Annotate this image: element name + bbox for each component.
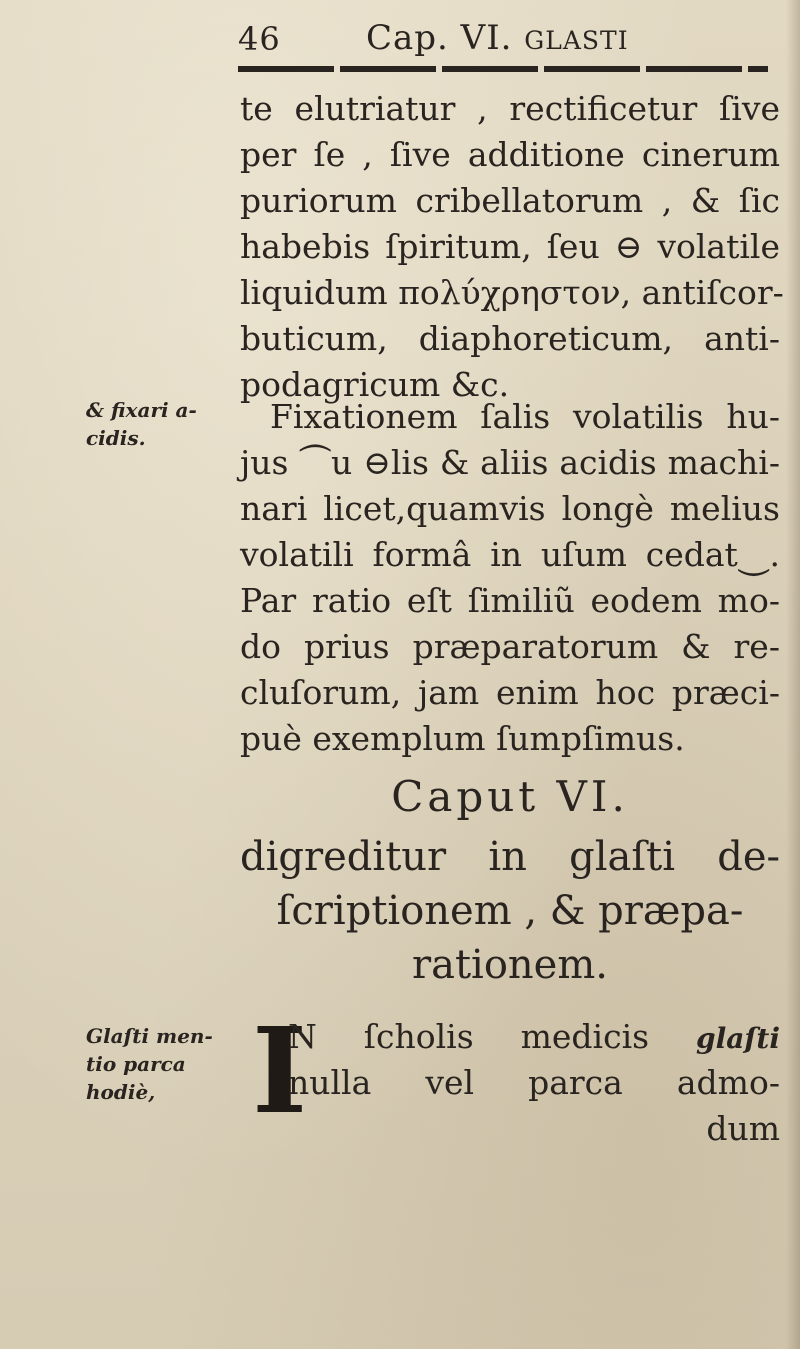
margin-note-line: & fixari a- — [86, 398, 197, 422]
text-line: nari licet,quamvis longè melius — [240, 489, 780, 528]
drop-cap: I — [252, 1001, 308, 1140]
header-rule — [238, 66, 768, 72]
text-segment: N ſcholis medicis — [288, 1017, 697, 1056]
text-line: buticum, diaphoreticum, anti- — [240, 319, 780, 358]
chapter-subtitle — [240, 830, 780, 992]
text-line — [288, 1014, 780, 1060]
page-number: 46 — [238, 20, 281, 58]
text-line: puriorum cribellatorum , & ſic — [240, 181, 780, 220]
margin-note-line: hodiè, — [86, 1080, 156, 1104]
running-title: GLASTI — [524, 26, 629, 55]
text-line: liquidum πολύχρηστον, antiſcor- — [240, 273, 784, 312]
text-line: te elutriatur , rectificetur ſive — [240, 89, 780, 128]
subtitle-line: ſcriptionem , & præpa- — [276, 888, 744, 934]
margin-note-fixari — [86, 396, 197, 452]
subtitle-line: rationem. — [412, 942, 608, 988]
text-line: do prius præparatorum & re- — [240, 627, 780, 666]
text-line: puè exemplum ſumpſimus. — [240, 719, 685, 758]
page-edge-shadow — [786, 0, 800, 1349]
margin-note-glasti — [86, 1022, 213, 1106]
text-line: per ſe , ſive additione cinerum — [240, 135, 780, 174]
margin-note-line: tio parca — [86, 1052, 186, 1076]
margin-note-line: Glaſti men- — [86, 1024, 213, 1048]
paragraph-1 — [240, 86, 784, 408]
chapter-reference — [366, 18, 629, 58]
chapter-number: VI. — [460, 18, 513, 58]
subtitle-line: digreditur in glaſti de- — [240, 834, 780, 880]
text-line: nulla vel parca admo- — [288, 1063, 780, 1102]
italic-word: glaſti — [696, 1022, 780, 1055]
text-line: Par ratio eſt ſimiliũ eodem mo- — [240, 581, 780, 620]
chapter-title: Caput VI. — [391, 772, 629, 821]
paragraph-2 — [240, 394, 780, 762]
chapter-abbreviation: Cap. — [366, 18, 449, 58]
text-line: Fixationem ſalis volatilis hu- — [270, 397, 780, 436]
text-line: volatili formâ in uſum cedat⏝. — [240, 535, 780, 574]
text-line: cluſorum, jam enim hoc præci- — [240, 673, 780, 712]
text-line: podagricum &c. — [240, 365, 510, 404]
paragraph-3 — [288, 1014, 780, 1152]
text-line: jus ⏜u ⊖lis & aliis acidis machi- — [240, 443, 780, 482]
running-head — [238, 18, 778, 62]
catchword: dum — [706, 1109, 780, 1148]
text-line: habebis ſpiritum, ſeu ⊖ volatile — [240, 227, 780, 266]
margin-note-line: cidis. — [86, 426, 146, 450]
